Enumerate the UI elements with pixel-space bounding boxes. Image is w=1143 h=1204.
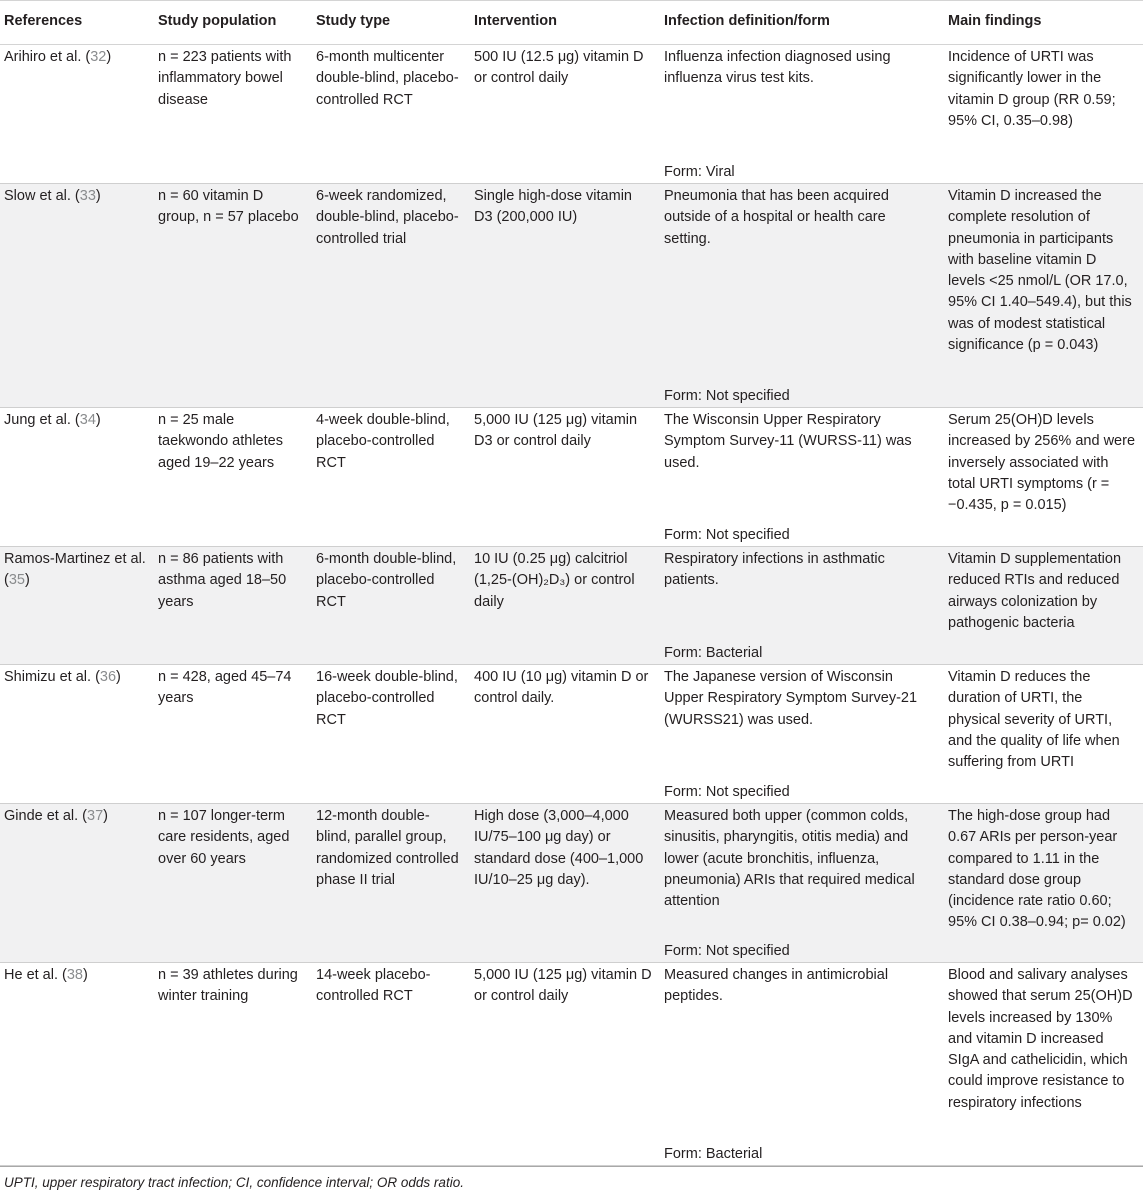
header-row — [0, 1, 1143, 45]
form-label: Form: Bacterial — [664, 644, 763, 661]
ref-link[interactable]: 36 — [99, 669, 117, 685]
ref-link[interactable]: 33 — [79, 188, 96, 204]
infection-cell: Measured both upper (common colds, sinusitis, pharyngitis, otitis media) and lower (acute bronchitis, influenza, pneumonia) ARIs that required medical attention Form: Not specified — [658, 804, 942, 963]
ref-cell: He et al. (38) — [0, 963, 152, 1166]
ref-cell: Shimizu et al. (36) — [0, 665, 152, 804]
intervention-cell: Single high-dose vitamin D3 (200,000 IU) — [468, 184, 658, 408]
population-cell: n = 25 male taekwondo athletes aged 19–22 years — [152, 408, 310, 547]
ref-link[interactable]: 38 — [66, 967, 83, 983]
infection-cell: Influenza infection diagnosed using influenza virus test kits. Form: Viral — [658, 45, 942, 184]
header-population: Study population — [152, 1, 310, 45]
population-cell: n = 60 vitamin D group, n = 57 placebo — [152, 184, 310, 408]
findings-cell: Vitamin D supplementation reduced RTIs and reduced airways colonization by pathogenic bacteria — [942, 547, 1143, 665]
infection-cell: Respiratory infections in asthmatic patients. Form: Bacterial — [658, 547, 942, 665]
findings-cell: Blood and salivary analyses showed that serum 25(OH)D levels increased by 130% and vitamin D increased SIgA and cathelicidin, which could improve resistance to respiratory infections — [942, 963, 1143, 1166]
ref-cell: Arihiro et al. (32) — [0, 45, 152, 184]
population-cell: n = 428, aged 45–74 years — [152, 665, 310, 804]
infection-cell: Measured changes in antimicrobial peptides. Form: Bacterial — [658, 963, 942, 1166]
ref-cell: Ramos-Martinez et al. (35) — [0, 547, 152, 665]
table-row — [0, 804, 1143, 963]
population-cell: n = 39 athletes during winter training — [152, 963, 310, 1166]
intervention-cell: 5,000 IU (125 μg) vitamin D3 or control daily — [468, 408, 658, 547]
table-row — [0, 45, 1143, 184]
intervention-cell: 10 IU (0.25 μg) calcitriol (1,25-(OH)₂D₃) or control daily — [468, 547, 658, 665]
infection-cell: The Japanese version of Wisconsin Upper Respiratory Symptom Survey-21 (WURSS21) was used. Form: Not specified — [658, 665, 942, 804]
ref-link[interactable]: 35 — [8, 572, 25, 589]
table-footnote: UPTI, upper respiratory tract infection; CI, confidence interval; OR odds ratio. — [0, 1166, 1143, 1190]
type-cell: 6-month double-blind, placebo-controlled RCT — [310, 547, 468, 665]
findings-cell: The high-dose group had 0.67 ARIs per person-year compared to 1.11 in the standard dose group (incidence rate ratio 0.60; 95% CI 0.38–0.94; p= 0.02) — [942, 804, 1143, 963]
header-intervention: Intervention — [468, 1, 658, 45]
type-cell: 16-week double-blind, placebo-controlled RCT — [310, 665, 468, 804]
population-cell: n = 223 patients with inflammatory bowel disease — [152, 45, 310, 184]
table-row — [0, 665, 1143, 804]
table-row — [0, 184, 1143, 408]
type-cell: 6-month multicenter double-blind, placebo-controlled RCT — [310, 45, 468, 184]
type-cell: 12-month double-blind, parallel group, randomized controlled phase II trial — [310, 804, 468, 963]
intervention-cell: 500 IU (12.5 μg) vitamin D or control daily — [468, 45, 658, 184]
form-label: Form: Not specified — [664, 942, 790, 959]
type-cell: 6-week randomized, double-blind, placebo-controlled trial — [310, 184, 468, 408]
table-row — [0, 963, 1143, 1166]
intervention-cell: 400 IU (10 μg) vitamin D or control daily. — [468, 665, 658, 804]
header-references: References — [0, 1, 152, 45]
ref-link[interactable]: 34 — [79, 412, 96, 428]
header-type: Study type — [310, 1, 468, 45]
ref-cell: Slow et al. (33) — [0, 184, 152, 408]
population-cell: n = 86 patients with asthma aged 18–50 years — [152, 547, 310, 665]
findings-cell: Vitamin D increased the complete resolution of pneumonia in participants with baseline vitamin D levels <25 nmol/L (OR 17.0, 95% CI 1.40–549.4), but this was of modest statistical significance (p = 0.043) — [942, 184, 1143, 408]
form-label: Form: Not specified — [664, 783, 790, 800]
type-cell: 4-week double-blind, placebo-controlled RCT — [310, 408, 468, 547]
type-cell: 14-week placebo-controlled RCT — [310, 963, 468, 1166]
form-label: Form: Not specified — [664, 526, 790, 543]
ref-cell: Ginde et al. (37) — [0, 804, 152, 963]
ref-link[interactable]: 32 — [90, 49, 107, 65]
findings-cell: Incidence of URTI was significantly lower in the vitamin D group (RR 0.59; 95% CI, 0.35–0.98) — [942, 45, 1143, 184]
header-findings: Main findings — [942, 1, 1143, 45]
header-infection: Infection definition/form — [658, 1, 942, 45]
ref-cell: Jung et al. (34) — [0, 408, 152, 547]
infection-cell: The Wisconsin Upper Respiratory Symptom Survey-11 (WURSS-11) was used. Form: Not specified — [658, 408, 942, 547]
findings-cell: Vitamin D reduces the duration of URTI, the physical severity of URTI, and the quality of life when suffering from URTI — [942, 665, 1143, 804]
table-row — [0, 408, 1143, 547]
population-cell: n = 107 longer-term care residents, aged over 60 years — [152, 804, 310, 963]
findings-cell: Serum 25(OH)D levels increased by 256% and were inversely associated with total URTI symptoms (r = −0.435, p = 0.015) — [942, 408, 1143, 547]
ref-link[interactable]: 37 — [87, 808, 104, 824]
form-label: Form: Bacterial — [664, 1145, 763, 1162]
table-row — [0, 547, 1143, 665]
form-label: Form: Not specified — [664, 387, 790, 404]
infection-cell: Pneumonia that has been acquired outside of a hospital or health care setting. Form: Not specified — [658, 184, 942, 408]
intervention-cell: 5,000 IU (125 μg) vitamin D or control daily — [468, 963, 658, 1166]
form-label: Form: Viral — [664, 163, 735, 180]
intervention-cell: High dose (3,000–4,000 IU/75–100 μg day) or standard dose (400–1,000 IU/10–25 μg day). — [468, 804, 658, 963]
